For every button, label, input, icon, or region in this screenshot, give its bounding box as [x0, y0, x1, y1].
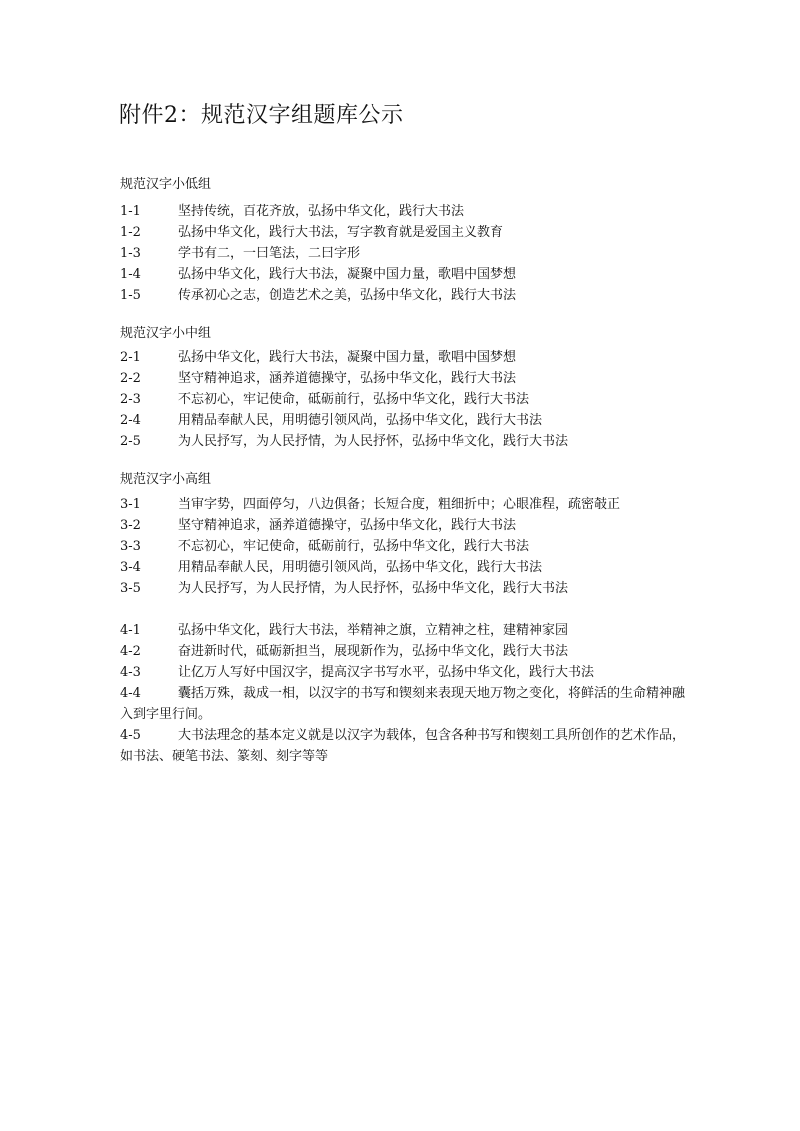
list-item: [120, 243, 690, 264]
list-item: [120, 578, 690, 599]
item-text: 坚持传统，百花齐放，弘扬中华文化，践行大书法: [178, 204, 465, 219]
item-text: 为人民抒写，为人民抒情，为人民抒怀，弘扬中华文化，践行大书法: [178, 434, 569, 449]
group-heading-low: 规范汉字小低组: [120, 177, 212, 192]
item-text: 用精品奉献人民，用明德引领风尚，弘扬中华文化，践行大书法: [178, 560, 543, 575]
list-item: [120, 285, 690, 306]
item-number: 1-3: [120, 246, 141, 261]
list-item: [120, 431, 690, 452]
item-text: 弘扬中华文化，践行大书法，举精神之旗，立精神之柱，建精神家园: [178, 623, 569, 638]
item-number: 3-3: [120, 539, 141, 554]
page-title: 附件2：规范汉字组题库公示: [119, 103, 404, 128]
group-heading-high: 规范汉字小高组: [120, 472, 212, 487]
list-item: [120, 389, 690, 410]
list-item: [120, 515, 690, 536]
item-number: 2-1: [120, 350, 141, 365]
item-number: 3-4: [120, 560, 141, 575]
item-number: 4-2: [120, 644, 141, 659]
list-item: [120, 201, 690, 222]
item-number: 1-4: [120, 267, 141, 282]
list-item: [120, 662, 690, 683]
item-number: 3-1: [120, 497, 141, 512]
list-item: [120, 264, 690, 285]
item-number: 2-2: [120, 371, 141, 386]
list-item: [120, 347, 690, 368]
item-text: 为人民抒写，为人民抒情，为人民抒怀，弘扬中华文化，践行大书法: [178, 581, 569, 596]
item-number: 3-5: [120, 581, 141, 596]
item-text: 囊括万殊，裁成一相，以汉字的书写和锲刻来表现天地万物之变化，将鲜活的生命精神融入到字里行间。: [120, 686, 686, 722]
list-item: [120, 620, 690, 641]
list-item: [120, 725, 690, 767]
item-number: 4-4: [120, 686, 141, 701]
item-number: 4-5: [120, 728, 141, 743]
item-text: 当审字势，四面停匀，八边俱备；长短合度，粗细折中；心眼准程，疏密攲正: [178, 497, 621, 512]
item-text: 坚守精神追求，涵养道德操守，弘扬中华文化，践行大书法: [178, 371, 517, 386]
item-text: 用精品奉献人民，用明德引领风尚，弘扬中华文化，践行大书法: [178, 413, 543, 428]
list-item: [120, 557, 690, 578]
list-item: [120, 683, 690, 725]
list-item: [120, 222, 690, 243]
item-number: 1-1: [120, 204, 141, 219]
item-number: 4-3: [120, 665, 141, 680]
item-number: 2-4: [120, 413, 141, 428]
item-number: 1-5: [120, 288, 141, 303]
item-text: 弘扬中华文化，践行大书法，凝聚中国力量，歌唱中国梦想: [178, 350, 517, 365]
item-number: 1-2: [120, 225, 141, 240]
list-item: [120, 410, 690, 431]
item-text: 传承初心之志，创造艺术之美，弘扬中华文化，践行大书法: [178, 288, 517, 303]
item-text: 不忘初心，牢记使命，砥砺前行，弘扬中华文化，践行大书法: [178, 539, 530, 554]
item-text: 坚守精神追求，涵养道德操守，弘扬中华文化，践行大书法: [178, 518, 517, 533]
list-item: [120, 368, 690, 389]
list-item: [120, 536, 690, 557]
item-number: 2-3: [120, 392, 141, 407]
item-text: 奋进新时代，砥砺新担当，展现新作为，弘扬中华文化，践行大书法: [178, 644, 569, 659]
list-item: [120, 641, 690, 662]
item-number: 2-5: [120, 434, 141, 449]
item-text: 让亿万人写好中国汉字，提高汉字书写水平，弘扬中华文化，践行大书法: [178, 665, 595, 680]
item-text: 弘扬中华文化，践行大书法，凝聚中国力量，歌唱中国梦想: [178, 267, 517, 282]
list-item: [120, 494, 690, 515]
item-number: 4-1: [120, 623, 141, 638]
item-text: 大书法理念的基本定义就是以汉字为载体，包含各种书写和锲刻工具所创作的艺术作品，如书法、硬笔书法、篆刻、刻字等等: [120, 728, 686, 764]
item-text: 不忘初心，牢记使命，砥砺前行，弘扬中华文化，践行大书法: [178, 392, 530, 407]
item-text: 学书有二，一曰笔法，二曰字形: [178, 246, 361, 261]
item-text: 弘扬中华文化，践行大书法，写字教育就是爱国主义教育: [178, 225, 504, 240]
group-heading-middle: 规范汉字小中组: [120, 326, 212, 341]
item-number: 3-2: [120, 518, 141, 533]
